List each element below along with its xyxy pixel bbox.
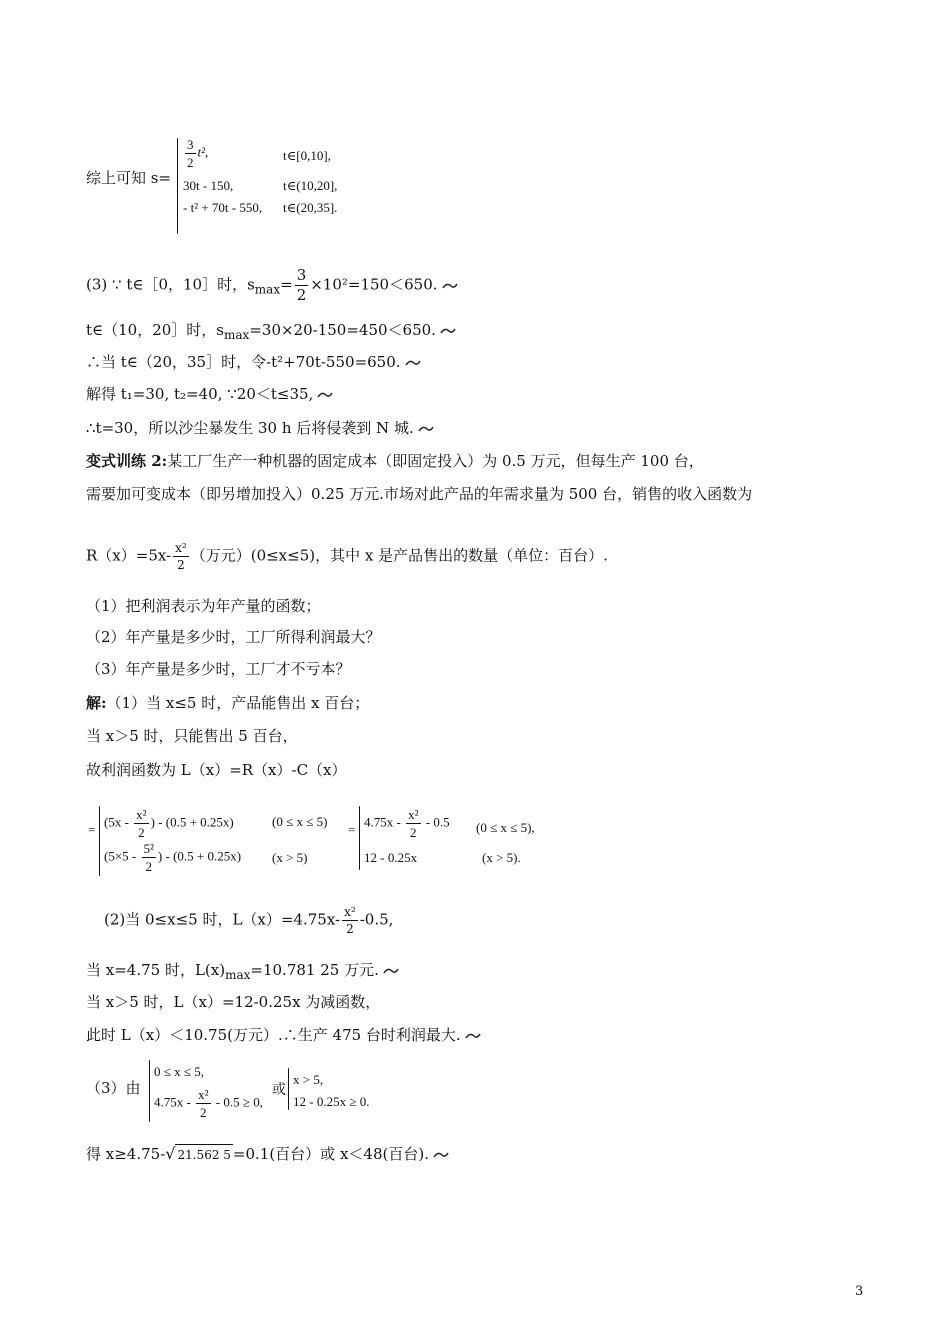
question-1: （1）把利润表示为年产量的函数； [86,597,321,615]
solution-line-1: 解:（1）当 x≤5 时，产品能售出 x 百台； [86,694,370,712]
part3-line2: t∈（10，20］时，$s_{max}=30\times 20-150=450<650$. [86,320,456,345]
edit-mark-icon [433,1150,449,1160]
page-number: 3 [855,1284,864,1299]
part3-line3: ∴当 t∈（20，35］时，令-t²+70t-550=650. [86,352,421,372]
edit-mark-icon [317,390,333,400]
revenue-function: R（x）=5x- $\frac{\text{x²}}{2}$ （万元）(0≤x≤5)，其中 x 是产品售出的数量（单位：百台）. [86,541,608,572]
piecewise-s-row3-domain: t∈(20,35]. [283,200,338,215]
solution-part3-prefix: （3）由 [86,1079,141,1097]
question-2: （2）年产量是多少时，工厂所得利润最大？ [86,628,381,646]
edit-mark-icon [442,281,458,291]
solution-part2: (2)当 0≤x≤5 时，L（x）=4.75x- $\frac{\text{x²}}{2}$ -0.5, [104,905,394,936]
part3-line5: ∴t=30，所以沙尘暴发生 30 h 后将侵袭到 N 城. [86,418,434,438]
exercise-paragraph-2: 需要加可变成本（即另增加投入）0.25 万元.市场对此产品的年需求量为 500 台，销售的收入函数为 [86,485,753,503]
brace-l1 [99,806,100,876]
brace-sys1 [149,1060,150,1122]
equals-sign-2: = [348,822,356,837]
equals-sign: = [88,822,96,837]
part3-line1: (3) ∵ t∈［0，10］时，$s_{max}=$ $\frac{3}{2}$ ×10²=150＜650. [86,268,458,303]
piecewise-s-row1-domain: t∈[0,10], [283,148,331,163]
brace-s [177,138,178,234]
eqA-row1-domain: (0 ≤ x ≤ 5) [272,814,328,829]
solution-decreasing: 当 x＞5 时，L（x）=12-0.25x 为减函数， [86,993,381,1011]
edit-mark-icon [383,966,399,976]
part3-line4: 解得 t₁=30, t₂=40, ∵20＜t≤35, [86,384,333,404]
edit-mark-icon [440,326,456,336]
edit-mark-icon [465,1031,481,1041]
piecewise-s-row3: - t² + 70t - 550, [183,200,263,215]
solution-line-3: 故利润函数为 L（x）=R（x）-C（x） [86,761,347,779]
brace-sys2 [288,1068,289,1110]
brace-l2 [359,806,360,870]
sys1-row1: 0 ≤ x ≤ 5, [154,1064,205,1079]
eqA-row1: (5x - $\frac{\text{x²}}{2}$ ) - (0.5 + 0.25x) [104,807,234,840]
edit-mark-icon [405,358,421,368]
solution-max-value: 当 x=4.75 时，$L(x)_{max}=10.781$ 25 万元. [86,960,399,985]
edit-mark-icon [418,424,434,434]
sys1-row2: 4.75x - $\frac{\text{x²}}{2}$ - 0.5 ≥ 0, [154,1087,263,1120]
piecewise-s-row1: $\frac{3}{2}$ t², [187,137,209,170]
sys2-row2: 12 - 0.25x ≥ 0. [293,1094,370,1109]
solution-final: 得 x≥4.75-√ 21.562 5 =0.1(百台）或 x＜48(百台). [86,1144,449,1165]
eqA-row2-domain: (x > 5) [272,850,308,865]
piecewise-s-row2: 30t - 150, [183,178,234,193]
eqB-row1-domain: (0 ≤ x ≤ 5), [476,820,535,835]
piecewise-s-row2-domain: t∈(10,20], [283,178,338,193]
eqB-row2: 12 - 0.25x [364,850,418,865]
question-3: （3）年产量是多少时，工厂才不亏本？ [86,660,351,678]
solution-line-2: 当 x＞5 时，只能售出 5 百台， [86,727,298,745]
solution-conclusion-2: 此时 L（x）＜10.75(万元）.∴生产 475 台时利润最大. [86,1025,481,1045]
eqB-row1: 4.75x - $\frac{\text{x²}}{2}$ - 0.5 [364,807,450,840]
eqB-row2-domain: (x > 5). [482,850,521,865]
piecewise-s-prefix: 综上可知 s= [86,169,172,187]
eqA-row2: (5×5 - $\frac{\text{5²}}{2}$ ) - (0.5 + 0.25x) [104,841,242,874]
or-word: 或 [272,1082,286,1098]
sys2-row1: x > 5, [293,1072,324,1087]
exercise-paragraph-1: 变式训练 2:某工厂生产一种机器的固定成本（即固定投入）为 0.5 万元，但每生产 100 台， [86,452,704,470]
